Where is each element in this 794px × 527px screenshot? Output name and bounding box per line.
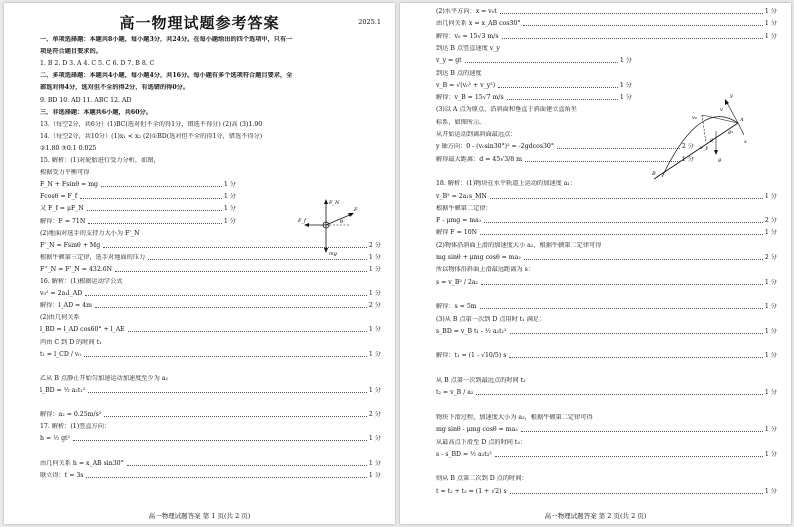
label-b: B — [652, 171, 656, 177]
score-label: 1 分 — [619, 57, 632, 65]
answer-line — [40, 181, 236, 189]
line-text: ②1.80 ③0.1 0.025 — [40, 144, 97, 152]
label-theta: θ — [340, 219, 344, 225]
score-label: 2 分 — [764, 254, 777, 261]
line-text: 丙由 C 到 D 的时间 t₁ — [40, 338, 102, 346]
answer-line — [436, 488, 777, 496]
dot-leader — [85, 290, 367, 296]
dot-leader — [73, 435, 367, 441]
answer-page-1 — [4, 3, 395, 524]
line-text: F'_N = Fsinθ + Mg — [40, 241, 101, 249]
score-label: 1 分 — [368, 471, 381, 479]
score-label: 1 分 — [368, 326, 381, 334]
line-text: 解得：s = 5m — [436, 303, 477, 311]
line-text: 到达 B 点竖直速度 v_y — [436, 44, 500, 52]
score-label: 1 分 — [764, 389, 777, 397]
line-text: 从开始运动到离斜面最远点： — [436, 131, 517, 138]
line-text: 项是符合题目要求的。 — [40, 48, 102, 56]
dot-leader — [510, 488, 763, 494]
line-text: l_BD = ½ a₂t₁² — [40, 386, 86, 394]
arrowhead-fn — [324, 199, 328, 204]
answer-line — [40, 411, 381, 419]
dot-leader — [521, 426, 763, 432]
answer-line — [40, 339, 381, 347]
answer-line — [40, 290, 381, 298]
dot-leader — [502, 33, 763, 39]
line-text: 又 F_f = μF_N — [40, 205, 84, 213]
line-text: 二、多项选择题：本题共4小题，每小题4分，共16分。每小题有多个选项符合题目要求，全 — [40, 72, 293, 80]
line-text: l_BD = l_AD cos60° + l_AE — [40, 326, 125, 334]
line-text: 所以物体沿斜面上滑最远距离为 s： — [436, 266, 534, 274]
line-text: v_B² = 2a₁s_MN — [436, 192, 487, 200]
dot-leader — [476, 389, 762, 395]
label-g1: g — [710, 137, 714, 143]
slope-line — [654, 123, 738, 179]
label-x: x — [744, 139, 747, 145]
force-diagram — [296, 195, 366, 259]
line-text: 乙从 B 点静止开始匀加速运动加速度至少为 a₂ — [40, 374, 168, 382]
answer-line — [436, 426, 777, 434]
line-text: s_BD = v_B t₁ - ½ a₂t₁² — [436, 327, 507, 335]
line-text: 从 B 点第一次到最远点的时间 t₂ — [436, 377, 526, 384]
score-label: 1 分 — [764, 8, 777, 15]
answer-line — [436, 439, 777, 447]
answer-line — [436, 291, 777, 299]
answer-line — [436, 389, 777, 397]
label-g2: g — [718, 157, 722, 163]
line-text: y 轴方向：0 - (v₀sin30°)² = -2gdcos30° — [436, 143, 554, 151]
line-text: 联立得：t = 3s — [40, 471, 84, 479]
dot-leader — [128, 326, 367, 332]
answer-line — [436, 328, 777, 336]
answer-line — [40, 314, 381, 322]
line-text: F''_N = F'_N = 432.6N — [40, 265, 113, 273]
dot-leader — [481, 279, 763, 285]
answer-line — [40, 205, 236, 213]
line-text: 根据牛顿第二定律： — [436, 204, 492, 212]
line-text: 由几何关系 h = x_AB sin30° — [40, 459, 124, 467]
label-v0: v₀ — [692, 115, 697, 121]
line-text: 解得：a₂ = 0.25m/s² — [40, 411, 102, 419]
label-fn: F_N — [329, 200, 340, 206]
answer-line — [40, 460, 381, 468]
dot-leader — [87, 205, 222, 211]
line-text: 解得：v_B = 15√7 m/s — [436, 94, 504, 102]
line-text: 解得 F = 10N — [436, 229, 478, 237]
line-text: v_B = √(v₀² + v_y²) — [436, 81, 496, 89]
line-text: 13.（每空2分，共6分）(1)BC(选对但不全的得1分，错选不得分) (2)高 (3)1.90 — [40, 120, 263, 128]
score-label: 1 分 — [368, 290, 381, 298]
line-text: s = v_B² / 2a₂ — [436, 278, 479, 286]
dot-leader — [500, 8, 763, 14]
dot-leader — [507, 94, 618, 100]
dot-leader — [104, 411, 367, 417]
dot-leader — [480, 229, 763, 235]
score-label: 1 分 — [764, 487, 777, 495]
answer-line — [436, 303, 777, 311]
dot-leader — [95, 302, 367, 308]
score-label: 1 分 — [764, 352, 777, 360]
score-label: 1 分 — [223, 205, 236, 213]
line-text: 从最高点下滑至 D 点的时间 t₃： — [436, 438, 527, 446]
answer-line — [436, 254, 777, 262]
answer-line — [40, 472, 381, 480]
answer-line — [436, 365, 777, 373]
line-text: 16. 解析：(1)根据运动学公式 — [40, 278, 123, 285]
line-text: 15. 解析：(1)对轮胎进行受力分析，如图， — [40, 157, 160, 164]
line-text: (2)地面对选手的支持力大小为 F'_N — [40, 229, 140, 237]
velocity-vy — [702, 115, 706, 143]
line-text: 根据受力平衡可得 — [40, 169, 90, 177]
line-text: 17. 解析：(1)竖直方向： — [40, 423, 111, 431]
score-label: 1 分 — [368, 459, 381, 467]
dot-leader — [101, 181, 222, 187]
answer-line — [40, 399, 381, 407]
score-label: 1 分 — [223, 193, 236, 201]
score-label: 1 分 — [619, 94, 632, 102]
score-label: 2 分 — [368, 241, 381, 249]
answer-line — [40, 387, 381, 395]
dot-leader — [490, 193, 763, 199]
dot-leader — [480, 303, 763, 309]
dot-leader — [80, 193, 222, 199]
label-ff: F_f — [298, 218, 306, 224]
answer-line — [40, 447, 381, 455]
answer-line — [436, 193, 777, 201]
line-text: 解得：l_AD = 4m — [40, 302, 92, 310]
line-text: 解得：F = 71N — [40, 217, 86, 225]
page-title: 高一物理试题参考答案 — [119, 14, 280, 32]
dot-leader — [510, 328, 763, 334]
answer-line — [40, 423, 381, 431]
score-label: 1 分 — [764, 426, 777, 434]
line-text: 物块下滑过程，加速度大小为 a₃，根据牛顿第二定律可得 — [436, 413, 593, 421]
line-text: Fcosθ = F_f — [40, 193, 78, 201]
dot-leader — [84, 351, 367, 357]
line-text: 三、非选择题：本题共6小题，共60分。 — [40, 108, 152, 116]
score-label: 1 分 — [223, 181, 236, 189]
answer-line — [40, 351, 381, 359]
answer-line — [436, 242, 777, 250]
answer-line — [436, 70, 777, 78]
dot-leader — [115, 266, 367, 272]
answer-line — [436, 205, 777, 213]
line-text: 1. B 2. D 3. A 4. C 5. C 6. D 7. B 8. C — [40, 60, 155, 68]
score-label: 2 分 — [368, 302, 381, 310]
score-label: 1 分 — [764, 32, 777, 40]
line-text: t₂ = v_B / a₂ — [436, 389, 474, 397]
arrowhead-y — [725, 99, 729, 105]
line-text: 14.（每空2分，共10分）(1)x₁ < x₂ (2)①BD(选对但不全的得1分，错选不得分) — [40, 132, 263, 140]
line-text: (2)水平方向：x = v₀t — [436, 8, 497, 15]
label-y: y — [730, 93, 733, 99]
dot-leader — [498, 82, 618, 88]
score-label: 1 分 — [764, 192, 777, 200]
answer-line — [40, 363, 381, 371]
dot-leader — [465, 57, 618, 63]
answer-line — [40, 218, 236, 226]
answer-line — [40, 193, 236, 201]
answer-line — [40, 169, 381, 177]
score-label: 1 分 — [764, 450, 777, 458]
answer-line — [40, 133, 381, 141]
line-text: 18. 解析：(1)物块在水平轨道上运动的加速度 a₁： — [436, 180, 577, 188]
score-label: 1 分 — [368, 386, 381, 394]
answer-line — [436, 94, 632, 102]
score-label: 1 分 — [764, 303, 777, 311]
line-text: 标系，如图所示。 — [436, 118, 486, 126]
line-text: mg sinθ + μmg cosθ = ma₂ — [436, 254, 521, 261]
line-text: (3)以 A 点为原点，沿斜面和垂直于斜面建立直角坐 — [436, 106, 577, 114]
dot-leader — [523, 20, 762, 26]
line-text: mg sinθ - μmg cosθ = ma₃ — [436, 426, 518, 434]
line-text: v_y = gt — [436, 57, 462, 65]
page-footer: 高一物理试题答案 第 1 页(共 2 页) — [148, 512, 251, 520]
score-label: 1 分 — [764, 229, 777, 237]
line-text: 到达 B 点的速度 — [436, 69, 482, 77]
answer-line — [436, 229, 777, 237]
score-label: 1 分 — [368, 350, 381, 358]
line-text: F - μmg = ma₁ — [436, 217, 482, 225]
line-text: s - s_BD = ½ a₃t₃² — [436, 450, 492, 458]
answer-line — [40, 72, 381, 80]
dot-leader — [127, 460, 367, 466]
arrowhead-g — [714, 150, 718, 155]
dot-leader — [524, 254, 763, 260]
axis-x — [738, 123, 744, 135]
answer-line — [436, 217, 777, 225]
answer-line — [436, 475, 777, 483]
line-text: 则从 B 点第二次到 D 点的时间： — [436, 475, 528, 483]
score-label: 1 分 — [368, 253, 381, 261]
label-g3: g₁ — [728, 129, 734, 135]
answer-line — [436, 463, 777, 471]
line-text: 部选对得4分，选对但不全的得2分，有选错的得0分。 — [40, 84, 190, 92]
dot-leader — [88, 387, 367, 393]
line-text: v₀² = 2a₁l_AD — [40, 290, 83, 298]
answer-line — [40, 302, 381, 310]
answer-line — [436, 20, 777, 28]
answer-line — [436, 402, 777, 410]
line-text: (2)由几何关系 — [40, 314, 80, 322]
dot-leader — [495, 451, 763, 457]
answer-line — [436, 414, 777, 422]
answer-line — [436, 33, 777, 41]
answer-line — [436, 451, 777, 459]
score-label: 1 分 — [368, 435, 381, 443]
score-label: 1 分 — [764, 278, 777, 286]
dot-leader — [509, 352, 762, 358]
line-text: F_N + Fsinθ = mg — [40, 181, 99, 189]
line-text: 由几何关系 x = x_AB cos30° — [436, 20, 521, 28]
answer-line — [40, 36, 381, 44]
answer-line — [40, 60, 381, 68]
answer-line — [436, 377, 777, 385]
answer-line — [436, 266, 777, 274]
answer-line — [40, 84, 381, 92]
dot-leader — [88, 218, 222, 224]
score-label: 1 分 — [368, 265, 381, 273]
score-label: 2 分 — [368, 411, 381, 419]
score-label: 1 分 — [223, 217, 236, 225]
score-label: 1 分 — [619, 81, 632, 89]
answer-line — [436, 340, 777, 348]
answer-line — [40, 326, 381, 334]
label-mg: mg — [329, 251, 337, 257]
line-text: 解得：v₀ = 15√3 m/s — [436, 32, 499, 40]
arrow-f — [326, 214, 352, 225]
dot-leader — [484, 217, 763, 223]
line-text: t₁ = l_CD / v₀ — [40, 350, 81, 358]
answer-line — [436, 8, 777, 16]
exam-date: 2025.1 — [358, 18, 381, 26]
answer-line — [436, 279, 777, 287]
line-text: 根据牛顿第三定律，选手对地面的压力 — [40, 253, 146, 261]
line-text: 解得最大距离：d = 45√3/8 m — [436, 155, 522, 163]
answer-line — [436, 352, 777, 360]
arrowhead-mg — [324, 248, 328, 253]
score-label: 2 分 — [681, 143, 694, 151]
answer-line — [40, 278, 381, 286]
score-label: 2 分 — [764, 217, 777, 225]
answer-line — [40, 48, 381, 56]
line-text: t = t₂ + t₃ = (1 + √2) s — [436, 487, 507, 495]
answer-line — [436, 45, 777, 53]
line-text: 解得：t₁ = (1 - √10/5) s — [436, 352, 507, 360]
line-text: 9. BD 10. AD 11. ABC 12. AD — [40, 96, 132, 104]
page-footer: 高一物理试题答案 第 2 页(共 2 页) — [544, 512, 647, 520]
answer-line — [40, 157, 381, 165]
answer-line — [40, 435, 381, 443]
label-a: A — [740, 117, 744, 123]
line-text: 一、单项选择题：本题共8小题，每小题3分，共24分。在每小题给出的四个选项中，只有一 — [40, 36, 293, 43]
answer-line — [40, 97, 381, 105]
answer-page-2 — [400, 3, 791, 524]
line-text: (2)物体沿斜面上滑的加速度大小 a₂，根据牛顿第二定律可得 — [436, 241, 602, 249]
dot-leader — [86, 472, 366, 478]
score-label: 1 分 — [681, 155, 694, 163]
line-text: (3)从 B 点第一次到 D 点用时 t₁ 满足： — [436, 315, 546, 323]
label-f: F — [354, 207, 358, 213]
label-vy: v_y — [700, 145, 709, 151]
label-v: v — [720, 107, 723, 113]
answer-line — [40, 375, 381, 383]
answer-line — [40, 266, 381, 274]
line-text: h = ½ gt² — [40, 435, 70, 443]
answer-line — [40, 145, 381, 153]
answer-line — [436, 82, 632, 90]
projectile-diagram — [640, 87, 750, 185]
answer-line — [40, 121, 381, 129]
answer-line — [436, 57, 632, 65]
score-label: 1 分 — [764, 20, 777, 28]
answer-line — [436, 316, 777, 324]
answer-line — [40, 109, 381, 117]
score-label: 1 分 — [764, 327, 777, 335]
